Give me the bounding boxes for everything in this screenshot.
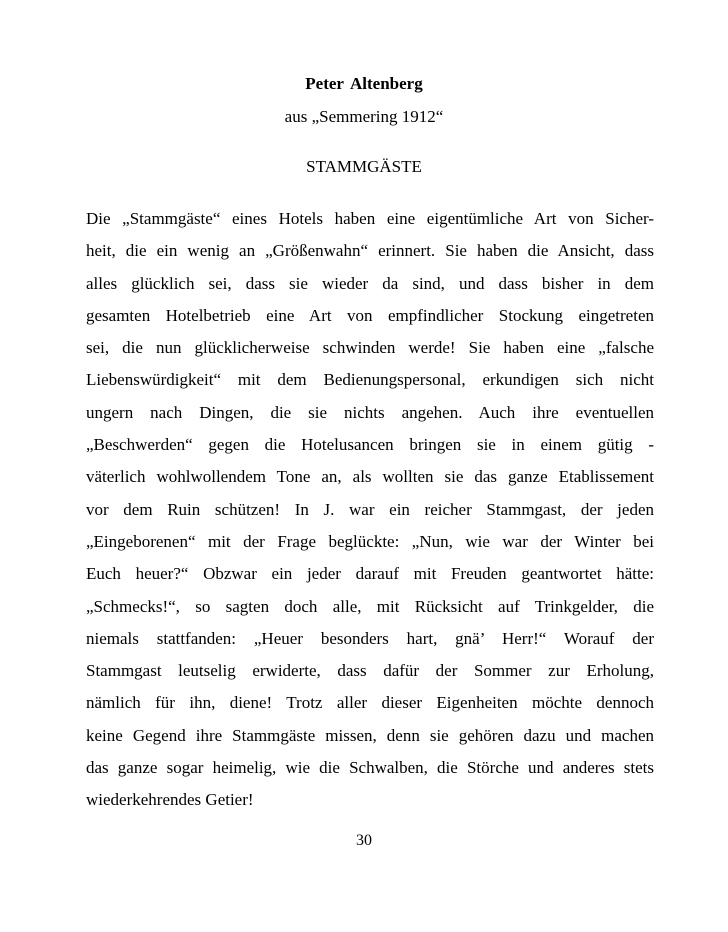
author-name: Peter Altenberg — [305, 74, 423, 93]
text-line: „Schmecks!“, so sagten doch alle, mit Rücksicht auf Trinkgelder, die — [86, 596, 654, 616]
text-line: niemals stattfanden: „Heuer besonders hart, gnä’ Herr!“ Worauf der — [86, 628, 654, 648]
text-line: das ganze sogar heimelig, wie die Schwalben, die Störche und anderes stets — [86, 758, 654, 778]
text-line: ungern nach Dingen, die sie nichts angehen. Auch ihre eventuellen — [86, 402, 654, 422]
text-line: gesamten Hotelbetrieb eine Art von empfindlicher Stockung eingetreten — [86, 305, 654, 325]
text-line: heit, die ein wenig an „Größenwahn“ erinnert. Sie haben die Ansicht, dass — [86, 241, 654, 261]
text-line: nämlich für ihn, diene! Trotz aller dieser Eigenheiten möchte dennoch — [86, 693, 654, 713]
text-line: Stammgast leutselig erwiderte, dass dafür der Sommer zur Erholung, — [86, 661, 654, 681]
text-line: vor dem Ruin schützen! In J. war ein reicher Stammgast, der jeden — [86, 499, 654, 519]
text-line: Euch heuer?“ Obzwar ein jeder darauf mit Freuden geantwortet hätte: — [86, 564, 654, 584]
text-title: STAMMGÄSTE — [306, 157, 422, 176]
text-line: alles glücklich sei, dass sie wieder da sind, und dass bisher in dem — [86, 273, 654, 293]
body-text — [86, 203, 654, 817]
page-number: 30 — [356, 832, 372, 849]
text-line: väterlich wohlwollendem Tone an, als wollten sie das ganze Etablissement — [86, 467, 654, 487]
text-line: „Beschwerden“ gegen die Hotelusancen bringen sie in einem gütig - — [86, 435, 654, 455]
text-line: Die „Stammgäste“ eines Hotels haben eine eigentümliche Art von Sicher- — [86, 209, 654, 228]
text-line: Liebenswürdigkeit“ mit dem Bedienungspersonal, erkundigen sich nicht — [86, 370, 654, 390]
text-line: sei, die nun glücklicherweise schwinden werde! Sie haben eine „falsche — [86, 338, 654, 358]
text-line: „Eingeborenen“ mit der Frage beglückte: „Nun, wie war der Winter bei — [86, 531, 654, 551]
source-line: aus „Semmering 1912“ — [284, 107, 444, 126]
text-line: wiederkehrendes Getier! — [86, 790, 254, 810]
text-line: keine Gegend ihre Stammgäste missen, denn sie gehören dazu und machen — [86, 725, 654, 745]
